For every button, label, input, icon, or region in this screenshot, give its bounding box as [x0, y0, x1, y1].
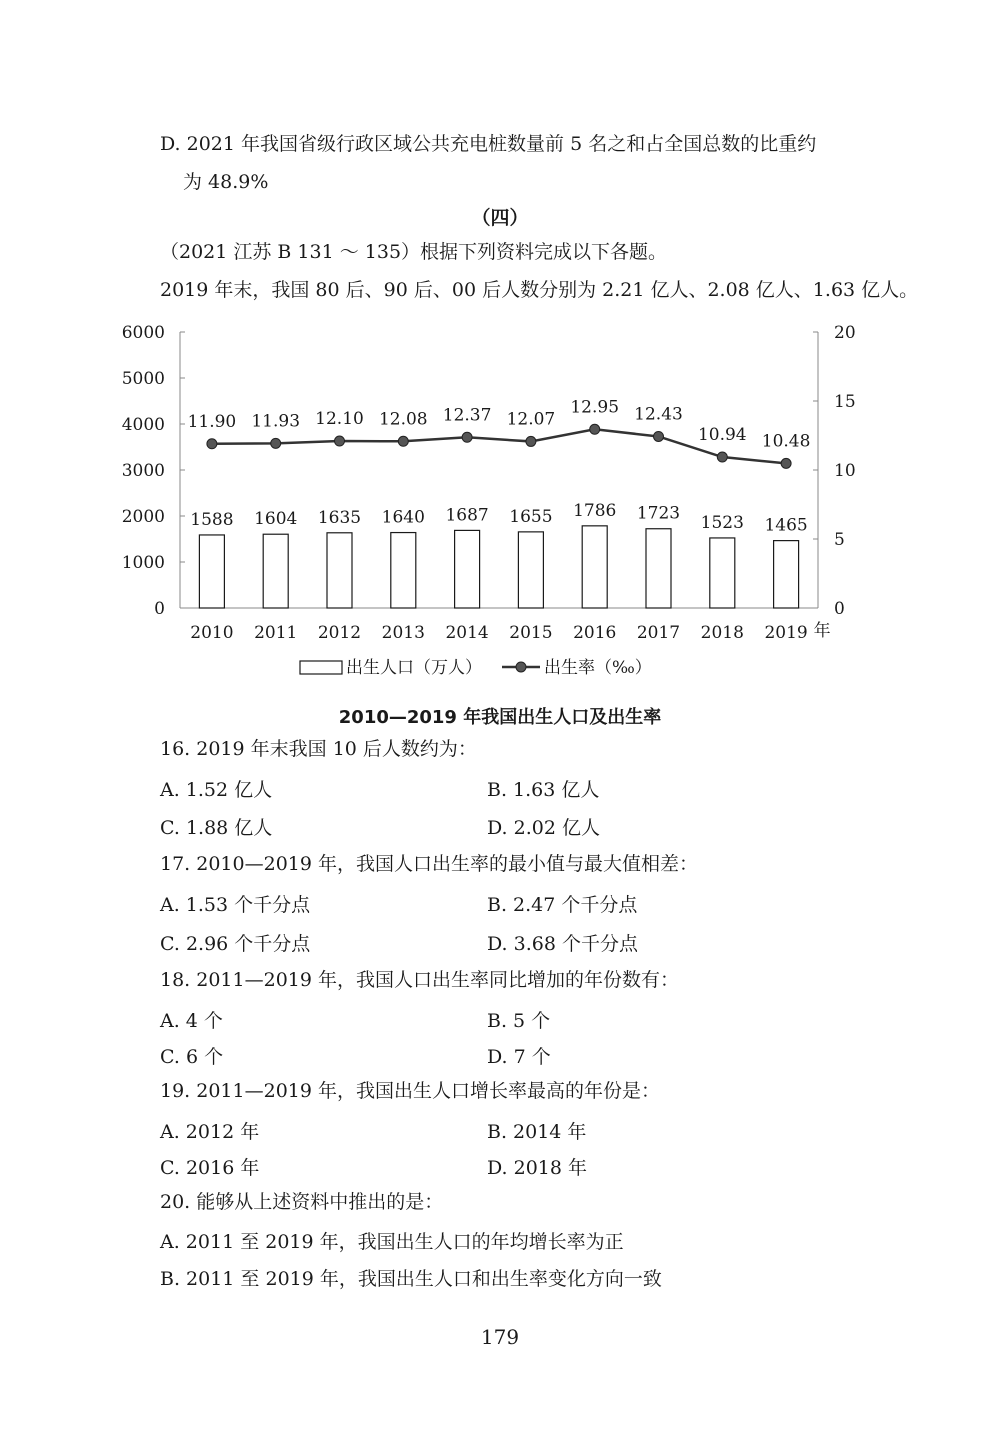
- bar: [455, 530, 480, 608]
- x-tick-label: 2018: [700, 623, 744, 643]
- tick-labels: [122, 323, 856, 643]
- legend-bar-swatch: [300, 661, 342, 674]
- bar-value-label: 1687: [445, 505, 489, 526]
- line-value-label: 11.90: [187, 411, 237, 432]
- y-right-tick-label: 10: [834, 461, 856, 481]
- q18-option-b[interactable]: B. 5 个: [487, 1010, 551, 1032]
- q19-option-b[interactable]: B. 2014 年: [487, 1121, 587, 1143]
- option-d-line1: D. 2021 年我国省级行政区域公共充电桩数量前 5 名之和占全国总数的比重约: [160, 133, 817, 155]
- y-left-tick-label: 5000: [121, 369, 165, 389]
- x-tick-label: 2015: [509, 623, 553, 643]
- bar-value-label: 1786: [573, 500, 617, 521]
- line-point: [526, 436, 536, 446]
- section-title: （四）: [471, 207, 529, 229]
- line-value-label: 12.43: [634, 404, 683, 425]
- bar-value-label: 1604: [254, 509, 298, 530]
- line-value-label: 11.93: [251, 411, 301, 432]
- x-tick-label: 2013: [381, 623, 425, 643]
- birth-chart: [0, 315, 1000, 695]
- bar: [582, 526, 607, 608]
- q17-option-d[interactable]: D. 3.68 个千分点: [487, 933, 638, 955]
- line-value-label: 12.10: [315, 409, 364, 430]
- q17-option-c[interactable]: C. 2.96 个千分点: [160, 933, 311, 955]
- q17-stem: 17. 2010—2019 年，我国人口出生率的最小值与最大值相差：: [160, 853, 699, 875]
- line-point: [398, 436, 408, 446]
- y-right-tick-label: 15: [834, 392, 856, 412]
- data-labels: [188, 397, 811, 535]
- bar-value-label: 1465: [764, 515, 808, 536]
- x-unit-label: 年: [813, 621, 831, 641]
- y-left-tick-label: 1000: [121, 553, 165, 573]
- x-tick-label: 2011: [254, 623, 298, 643]
- q16-option-b[interactable]: B. 1.63 亿人: [487, 779, 600, 801]
- bar-value-label: 1655: [509, 506, 553, 527]
- q16-option-a[interactable]: A. 1.52 亿人: [160, 779, 273, 801]
- bar-value-label: 1640: [381, 507, 425, 528]
- x-tick-label: 2014: [445, 623, 489, 643]
- bar: [646, 529, 671, 608]
- q20-option-b[interactable]: B. 2011 至 2019 年，我国出生人口和出生率变化方向一致: [160, 1268, 662, 1290]
- y-left-tick-label: 6000: [121, 323, 165, 343]
- x-tick-label: 2019: [764, 623, 808, 643]
- q19-stem: 19. 2011—2019 年，我国出生人口增长率最高的年份是：: [160, 1080, 661, 1102]
- q19-option-d[interactable]: D. 2018 年: [487, 1157, 588, 1179]
- y-right-tick-label: 5: [834, 530, 845, 550]
- bar: [263, 534, 288, 608]
- option-d-line2: 为 48.9%: [183, 171, 269, 193]
- line-value-label: 12.08: [378, 409, 428, 430]
- legend-line-label: 出生率（‰）: [544, 658, 652, 678]
- q20-option-a[interactable]: A. 2011 至 2019 年，我国出生人口的年均增长率为正: [160, 1231, 624, 1253]
- q16-option-c[interactable]: C. 1.88 亿人: [160, 817, 273, 839]
- legend-line-marker: [516, 662, 526, 672]
- x-tick-label: 2017: [636, 623, 681, 643]
- line-value-label: 12.37: [442, 405, 492, 426]
- bar-series: [199, 526, 798, 608]
- bar: [518, 532, 543, 608]
- q19-option-a[interactable]: A. 2012 年: [160, 1121, 260, 1143]
- bar: [774, 541, 799, 608]
- q17-option-a[interactable]: A. 1.53 个千分点: [160, 894, 311, 916]
- bar-value-label: 1635: [317, 507, 362, 528]
- material-text: 2019 年末，我国 80 后、90 后、00 后人数分别为 2.21 亿人、2.08 亿人、1.63 亿人。: [160, 279, 919, 301]
- bar: [391, 533, 416, 608]
- chart-legend: [300, 658, 652, 678]
- line-value-label: 12.07: [506, 409, 556, 430]
- line-point: [654, 431, 664, 441]
- intro-text: （2021 江苏 B 131 ～ 135）根据下列资料完成以下各题。: [160, 241, 668, 263]
- legend-bar-label: 出生人口（万人）: [346, 658, 482, 678]
- x-tick-label: 2012: [317, 623, 362, 643]
- bar-value-label: 1723: [636, 503, 681, 524]
- q18-option-a[interactable]: A. 4 个: [160, 1010, 223, 1032]
- q18-option-c[interactable]: C. 6 个: [160, 1046, 224, 1068]
- line-value-label: 10.48: [761, 431, 811, 452]
- line-point: [462, 432, 472, 442]
- x-tick-label: 2010: [190, 623, 234, 643]
- y-left-tick-label: 2000: [121, 507, 165, 527]
- line-value-label: 10.94: [697, 425, 747, 446]
- q16-option-d[interactable]: D. 2.02 亿人: [487, 817, 600, 839]
- y-right-tick-label: 20: [834, 323, 856, 343]
- line-point: [271, 438, 281, 448]
- bar: [710, 538, 735, 608]
- q19-option-c[interactable]: C. 2016 年: [160, 1157, 260, 1179]
- y-left-tick-label: 4000: [121, 415, 165, 435]
- q18-option-d[interactable]: D. 7 个: [487, 1046, 551, 1068]
- q20-stem: 20. 能够从上述资料中推出的是：: [160, 1191, 444, 1213]
- y-left-tick-label: 0: [154, 599, 165, 619]
- line-value-label: 12.95: [570, 397, 620, 418]
- bar: [199, 535, 224, 608]
- bar: [327, 533, 352, 608]
- bar-value-label: 1523: [700, 512, 744, 533]
- bar-value-label: 1588: [190, 509, 234, 530]
- line-point: [207, 439, 217, 449]
- q18-stem: 18. 2011—2019 年，我国人口出生率同比增加的年份数有：: [160, 969, 680, 991]
- line-point: [781, 458, 791, 468]
- q16-stem: 16. 2019 年末我国 10 后人数约为：: [160, 738, 477, 760]
- line-point: [590, 424, 600, 434]
- q17-option-b[interactable]: B. 2.47 个千分点: [487, 894, 638, 916]
- page-number: 179: [480, 1325, 520, 1349]
- y-right-tick-label: 0: [834, 599, 845, 619]
- y-left-tick-label: 3000: [121, 461, 165, 481]
- line-point: [335, 436, 345, 446]
- line-point: [717, 452, 727, 462]
- x-tick-label: 2016: [573, 623, 617, 643]
- chart-title: 2010—2019 年我国出生人口及出生率: [338, 707, 662, 728]
